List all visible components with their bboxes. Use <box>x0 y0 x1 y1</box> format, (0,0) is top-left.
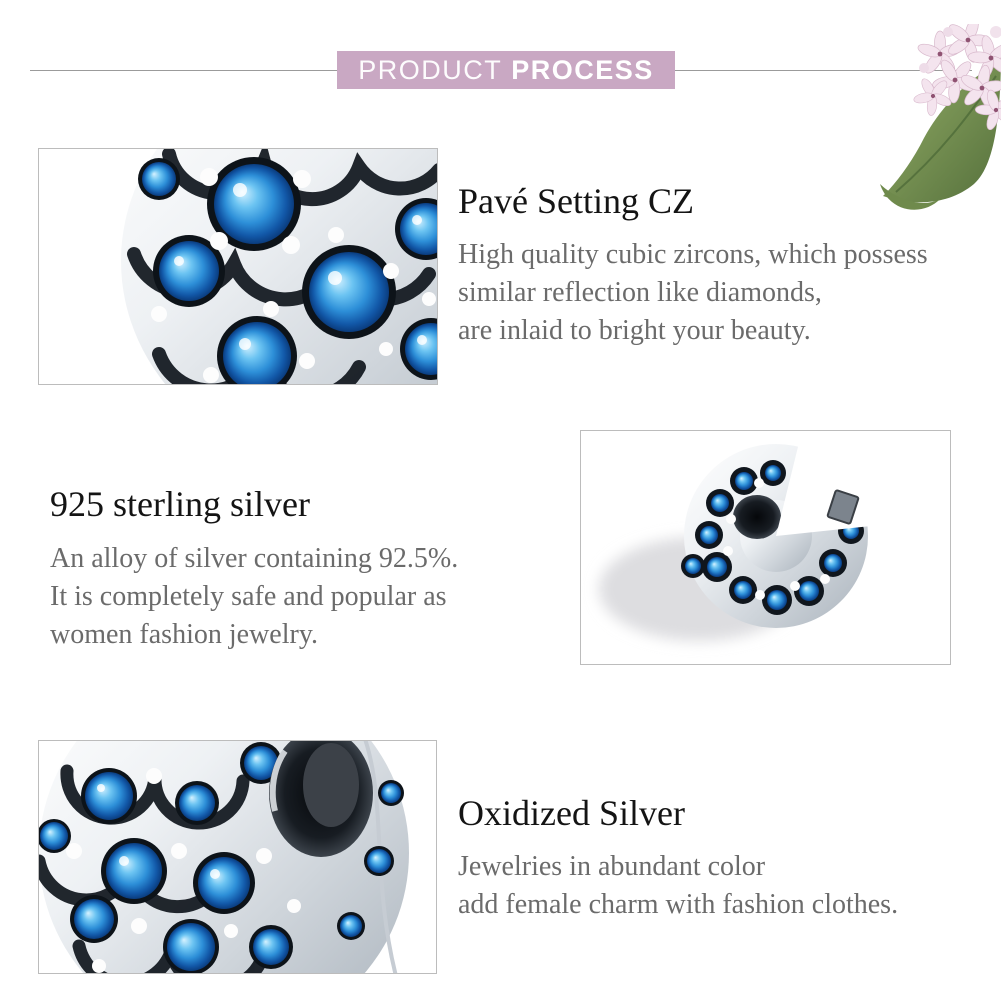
product-photo-pave-closeup <box>38 148 438 385</box>
header-rule-left <box>30 70 337 71</box>
section-body-oxidized-silver <box>458 848 898 924</box>
jewelry-illustration-clip <box>581 431 950 664</box>
body-line: add female charm with fashion clothes. <box>458 889 899 920</box>
body-line: similar reflection like diamonds, <box>458 277 822 308</box>
jewelry-illustration-pave <box>39 149 437 384</box>
jewelry-illustration-bead <box>39 741 436 974</box>
body-line: women fashion jewelry. <box>50 619 318 650</box>
product-photo-oxidized-bead <box>38 740 437 974</box>
section-heading-925-sterling-silver: 925 sterling silver <box>50 484 310 524</box>
banner-title-bold: PROCESS <box>511 54 654 85</box>
section-body-pave-setting-cz <box>458 236 928 350</box>
section-heading-oxidized-silver: Oxidized Silver <box>458 793 685 833</box>
body-line: High quality cubic zircons, which possess <box>458 239 928 270</box>
section-title-banner <box>337 51 675 89</box>
flower-decoration-icon <box>878 24 1001 229</box>
body-line: Jewelries in abundant color <box>458 851 766 882</box>
body-line: An alloy of silver containing 92.5%. <box>50 543 459 574</box>
product-photo-clip-charm <box>580 430 951 665</box>
body-line: are inlaid to bright your beauty. <box>458 315 811 346</box>
banner-title-light: PRODUCT <box>358 54 503 85</box>
body-line: It is completely safe and popular as <box>50 581 447 612</box>
section-heading-pave-setting-cz: Pavé Setting CZ <box>458 181 694 221</box>
section-body-925-sterling-silver <box>50 540 458 654</box>
